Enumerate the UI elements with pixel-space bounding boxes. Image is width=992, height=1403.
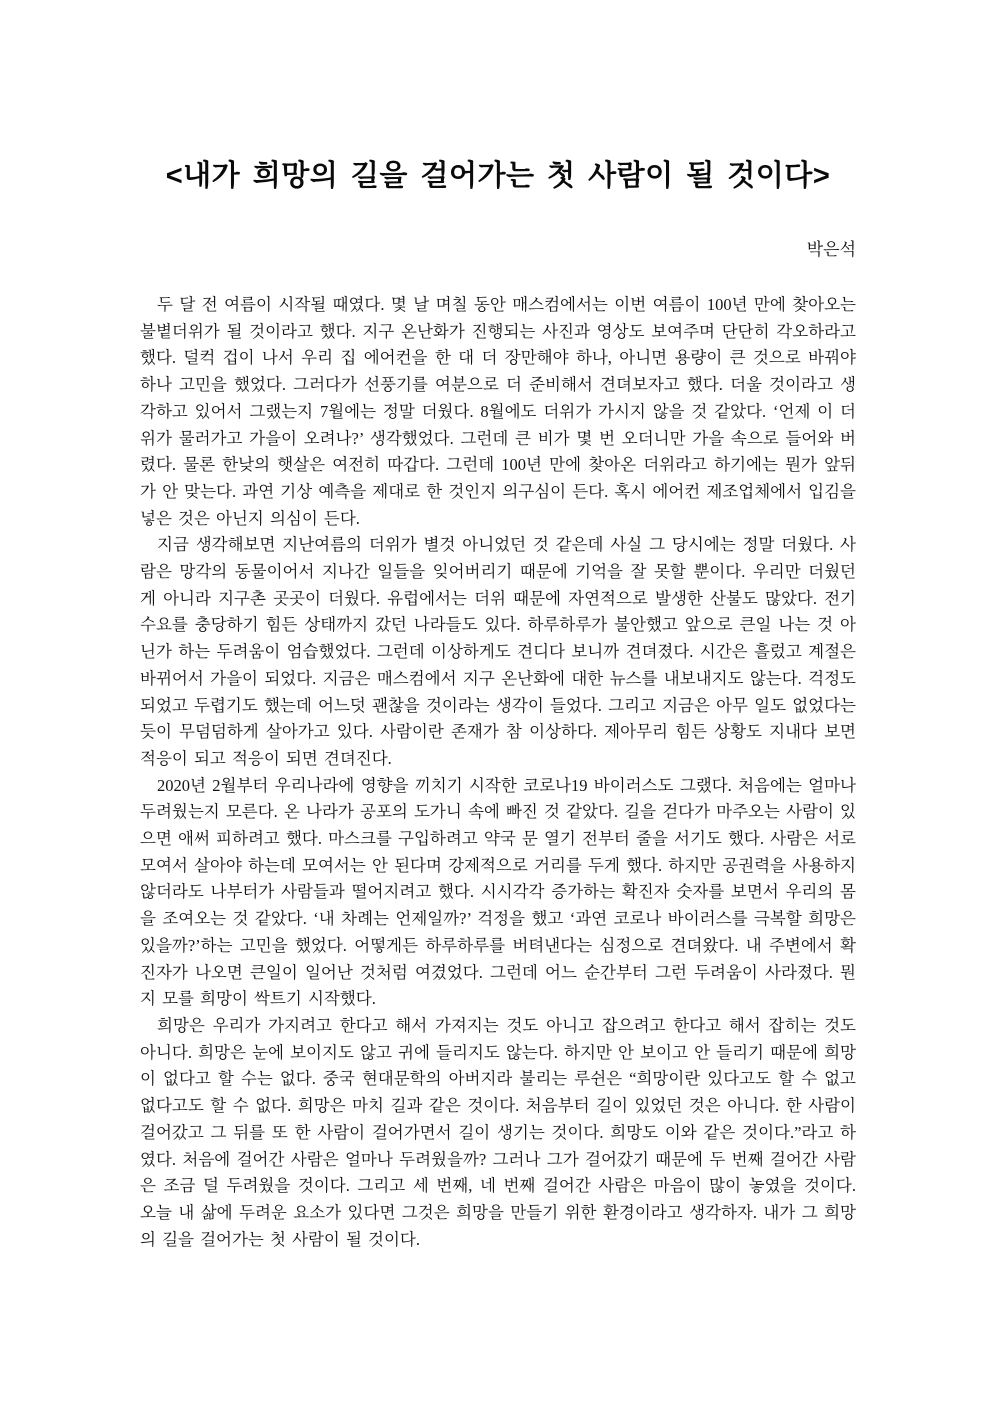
document-content (140, 0, 856, 1253)
body-paragraph-summer-heat: 두 달 전 여름이 시작될 때였다. 몇 날 며칠 동안 매스컴에서는 이번 여름이 100년 만에 찾아오는 불볕더위가 될 것이라고 했다. 지구 온난화가 진행되는 사진과 영상도 보여주며 단단히 각오하라고 했다. 덜컥 겁이 나서 우리 집 에어컨을 한 대 더 장만해야 하나, 아니면 용량이 큰 것으로 바꿔야 하나 고민을 했었다. 그러다가 선풍기를 여분으로 더 준비해서 견뎌보자고 했다. 더울 것이라고 생각하고 있어서 그랬는지 7월에는 정말 더웠다. 8월에도 더위가 가시지 않을 것 같았다. ‘언제 이 더위가 물러가고 가을이 오려나?’ 생각했었다. 그런데 큰 비가 몇 번 오더니만 가을 속으로 들어와 버렸다. 물론 한낮의 햇살은 여전히 따갑다. 그런데 100년 만에 찾아온 더위라고 하기에는 뭔가 앞뒤가 안 맞는다. 과연 기상 예측을 제대로 한 것인지 의구심이 든다. 혹시 에어컨 제조업체에서 입김을 넣은 것은 아닌지 의심이 든다. (140, 295, 856, 528)
document-body (140, 292, 856, 1253)
body-paragraph-last-summer: 지금 생각해보면 지난여름의 더위가 별것 아니었던 것 같은데 사실 그 당시에는 정말 더웠다. 사람은 망각의 동물이어서 지나간 일들을 잊어버리기 때문에 기억을 잘 못할 뿐이다. 우리만 더웠던 게 아니라 지구촌 곳곳이 더웠다. 유럽에서는 더위 때문에 자연적으로 발생한 산불도 많았다. 전기 수요를 충당하기 힘든 상태까지 갔던 나라들도 있다. 하루하루가 불안했고 앞으로 큰일 나는 것 아닌가 하는 두려움이 엄습했었다. 그런데 이상하게도 견디다 보니까 견뎌졌다. 시간은 흘렀고 계절은 바뀌어서 가을이 되었다. 지금은 매스컴에서 지구 온난화에 대한 뉴스를 내보내지도 않는다. 걱정도 되었고 두렵기도 했는데 어느덧 괜찮을 것이라는 생각이 들었다. 그리고 지금은 아무 일도 없었다는 듯이 무덤덤하게 살아가고 있다. 사람이란 존재가 참 이상하다. 제아무리 힘든 상황도 지내다 보면 적응이 되고 적응이 되면 견뎌진다. (140, 535, 856, 768)
body-paragraph-hope: 희망은 우리가 가지려고 한다고 해서 가져지는 것도 아니고 잡으려고 한다고 해서 잡히는 것도 아니다. 희망은 눈에 보이지도 않고 귀에 들리지도 않는다. 하지만 안 보이고 안 들리기 때문에 희망이 없다고 할 수는 없다. 중국 현대문학의 아버지라 불리는 루쉰은 “희망이란 있다고도 할 수 없고 없다고도 할 수 없다. 희망은 마치 길과 같은 것이다. 처음부터 길이 있었던 것은 아니다. 한 사람이 걸어갔고 그 뒤를 또 한 사람이 걸어가면서 길이 생기는 것이다. 희망도 이와 같은 것이다.”라고 하였다. 처음에 걸어간 사람은 얼마나 두려웠을까? 그러나 그가 걸어갔기 때문에 두 번째 걸어간 사람은 조금 덜 두려웠을 것이다. 그리고 세 번째, 네 번째 걸어간 사람은 마음이 많이 놓였을 것이다. 오늘 내 삶에 두려운 요소가 있다면 그것은 희망을 만들기 위한 환경이라고 생각하자. 내가 그 희망의 길을 걸어가는 첫 사람이 될 것이다. (140, 1015, 856, 1249)
body-paragraph-covid: 2020년 2월부터 우리나라에 영향을 끼치기 시작한 코로나19 바이러스도 그랬다. 처음에는 얼마나 두려웠는지 모른다. 온 나라가 공포의 도가니 속에 빠진 것 같았다. 길을 걷다가 마주오는 사람이 있으면 애써 피하려고 했다. 마스크를 구입하려고 약국 문 열기 전부터 줄을 서기도 했다. 사람은 서로 모여서 살아야 하는데 모여서는 안 된다며 강제적으로 거리를 두게 했다. 하지만 공권력을 사용하지 않더라도 나부터가 사람들과 떨어지려고 했다. 시시각각 증가하는 확진자 숫자를 보면서 우리의 몸을 조여오는 것 같았다. ‘내 차례는 언제일까?’ 걱정을 했고 ‘과연 코로나 바이러스를 극복할 희망은 있을까?’하는 고민을 했었다. 어떻게든 하루하루를 버텨낸다는 심정으로 견뎌왔다. 내 주변에서 확진자가 나오면 큰일이 일어난 것처럼 여겼었다. 그런데 어느 순간부터 그런 두려움이 사라졌다. 뭔지 모를 희망이 싹트기 시작했다. (140, 775, 856, 1009)
author-name: 박은석 (806, 240, 856, 259)
document-title: <내가 희망의 길을 걸어가는 첫 사람이 될 것이다> (165, 160, 831, 192)
